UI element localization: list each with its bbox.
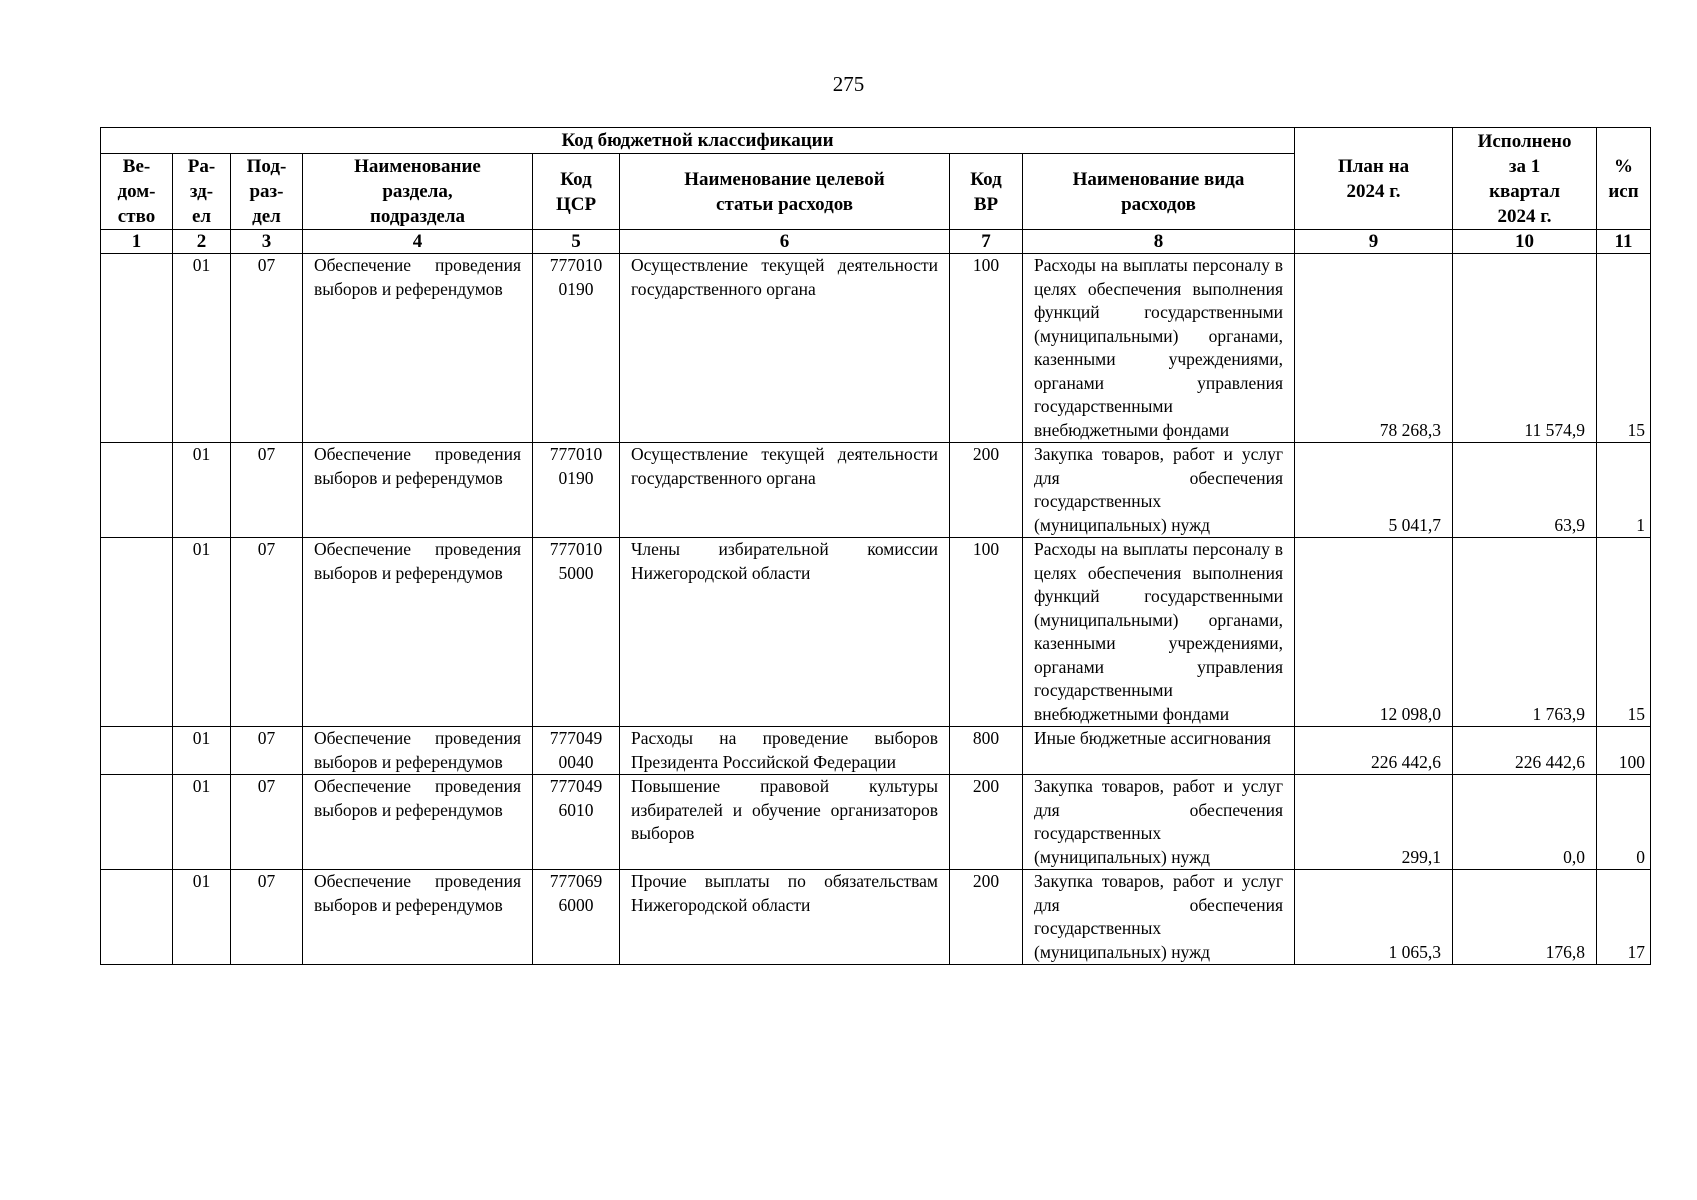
cell-vr-name: Иные бюджетные ассигнования: [1023, 727, 1295, 775]
column-number: 7: [950, 230, 1023, 254]
cell-vr-name: Закупка товаров, работ и услуг для обеспечения государственных (муниципальных) нужд: [1023, 775, 1295, 870]
cell-razdel: 01: [173, 870, 231, 965]
header-percent: % исп: [1597, 128, 1651, 230]
cell-razdel: 01: [173, 254, 231, 443]
column-numbers-row: [101, 230, 1651, 254]
column-number: 5: [533, 230, 620, 254]
cell-razdel-name: Обеспечение проведения выборов и референдумов: [303, 538, 533, 727]
table-header: [101, 128, 1651, 254]
cell-target-name: Члены избирательной комиссии Нижегородской области: [620, 538, 950, 727]
column-number: 10: [1453, 230, 1597, 254]
cell-target-name: Повышение правовой культуры избирателей и обучение организаторов выборов: [620, 775, 950, 870]
cell-csr: 777010 0190: [533, 443, 620, 538]
cell-percent: 15: [1597, 254, 1651, 443]
cell-csr: 777049 6010: [533, 775, 620, 870]
cell-vr: 200: [950, 870, 1023, 965]
column-number: 9: [1295, 230, 1453, 254]
cell-executed: 63,9: [1453, 443, 1597, 538]
cell-vedomstvo: [101, 870, 173, 965]
table-row: [101, 254, 1651, 443]
cell-csr: 777049 0040: [533, 727, 620, 775]
cell-csr: 777010 0190: [533, 254, 620, 443]
cell-vr-name: Расходы на выплаты персоналу в целях обеспечения выполнения функций государственными (муниципальными) органами, казенными учреждениями, органами управления государственными внебюджетными фондами: [1023, 538, 1295, 727]
header-vedomstvo: Ве- дом- ство: [101, 154, 173, 230]
cell-vedomstvo: [101, 443, 173, 538]
cell-vr: 200: [950, 775, 1023, 870]
cell-executed: 11 574,9: [1453, 254, 1597, 443]
table-row: [101, 775, 1651, 870]
header-csr: Код ЦСР: [533, 154, 620, 230]
cell-target-name: Прочие выплаты по обязательствам Нижегородской области: [620, 870, 950, 965]
cell-plan: 12 098,0: [1295, 538, 1453, 727]
cell-vr-name: Закупка товаров, работ и услуг для обеспечения государственных (муниципальных) нужд: [1023, 870, 1295, 965]
cell-razdel: 01: [173, 775, 231, 870]
cell-razdel-name: Обеспечение проведения выборов и референдумов: [303, 254, 533, 443]
cell-plan: 1 065,3: [1295, 870, 1453, 965]
header-podrazdel: Под- раз- дел: [231, 154, 303, 230]
header-budget-classification: Код бюджетной классификации: [101, 128, 1295, 154]
cell-razdel-name: Обеспечение проведения выборов и референдумов: [303, 775, 533, 870]
cell-executed: 0,0: [1453, 775, 1597, 870]
cell-vr: 100: [950, 254, 1023, 443]
column-number: 11: [1597, 230, 1651, 254]
cell-plan: 299,1: [1295, 775, 1453, 870]
cell-vr-name: Расходы на выплаты персоналу в целях обеспечения выполнения функций государственными (муниципальными) органами, казенными учреждениями, органами управления государственными внебюджетными фондами: [1023, 254, 1295, 443]
table-row: [101, 727, 1651, 775]
header-executed: Исполнено за 1 квартал 2024 г.: [1453, 128, 1597, 230]
cell-razdel-name: Обеспечение проведения выборов и референдумов: [303, 443, 533, 538]
cell-target-name: Осуществление текущей деятельности государственного органа: [620, 443, 950, 538]
column-number: 6: [620, 230, 950, 254]
cell-vedomstvo: [101, 727, 173, 775]
header-vr: Код ВР: [950, 154, 1023, 230]
cell-percent: 1: [1597, 443, 1651, 538]
cell-podrazdel: 07: [231, 870, 303, 965]
cell-plan: 78 268,3: [1295, 254, 1453, 443]
cell-podrazdel: 07: [231, 727, 303, 775]
header-target-name: Наименование целевой статьи расходов: [620, 154, 950, 230]
cell-csr: 777010 5000: [533, 538, 620, 727]
cell-csr: 777069 6000: [533, 870, 620, 965]
cell-vr: 800: [950, 727, 1023, 775]
cell-percent: 15: [1597, 538, 1651, 727]
cell-executed: 226 442,6: [1453, 727, 1597, 775]
table-row: [101, 443, 1651, 538]
cell-target-name: Расходы на проведение выборов Президента Российской Федерации: [620, 727, 950, 775]
cell-percent: 17: [1597, 870, 1651, 965]
cell-vr: 200: [950, 443, 1023, 538]
cell-razdel: 01: [173, 538, 231, 727]
cell-vedomstvo: [101, 538, 173, 727]
table-row: [101, 870, 1651, 965]
cell-razdel-name: Обеспечение проведения выборов и референдумов: [303, 870, 533, 965]
budget-table: [100, 127, 1651, 965]
cell-vr-name: Закупка товаров, работ и услуг для обеспечения государственных (муниципальных) нужд: [1023, 443, 1295, 538]
column-number: 1: [101, 230, 173, 254]
cell-podrazdel: 07: [231, 775, 303, 870]
cell-razdel: 01: [173, 727, 231, 775]
cell-podrazdel: 07: [231, 538, 303, 727]
cell-executed: 1 763,9: [1453, 538, 1597, 727]
cell-plan: 226 442,6: [1295, 727, 1453, 775]
column-number: 8: [1023, 230, 1295, 254]
cell-vedomstvo: [101, 775, 173, 870]
column-number: 2: [173, 230, 231, 254]
cell-podrazdel: 07: [231, 254, 303, 443]
cell-percent: 100: [1597, 727, 1651, 775]
column-number: 3: [231, 230, 303, 254]
cell-razdel-name: Обеспечение проведения выборов и референдумов: [303, 727, 533, 775]
header-razdel: Ра- зд- ел: [173, 154, 231, 230]
cell-target-name: Осуществление текущей деятельности государственного органа: [620, 254, 950, 443]
header-plan: План на 2024 г.: [1295, 128, 1453, 230]
column-number: 4: [303, 230, 533, 254]
table-row: [101, 538, 1651, 727]
cell-podrazdel: 07: [231, 443, 303, 538]
cell-plan: 5 041,7: [1295, 443, 1453, 538]
header-vr-name: Наименование вида расходов: [1023, 154, 1295, 230]
cell-vedomstvo: [101, 254, 173, 443]
page-number: 275: [832, 72, 865, 96]
cell-razdel: 01: [173, 443, 231, 538]
cell-percent: 0: [1597, 775, 1651, 870]
header-razdel-name: Наименование раздела, подраздела: [303, 154, 533, 230]
cell-vr: 100: [950, 538, 1023, 727]
cell-executed: 176,8: [1453, 870, 1597, 965]
